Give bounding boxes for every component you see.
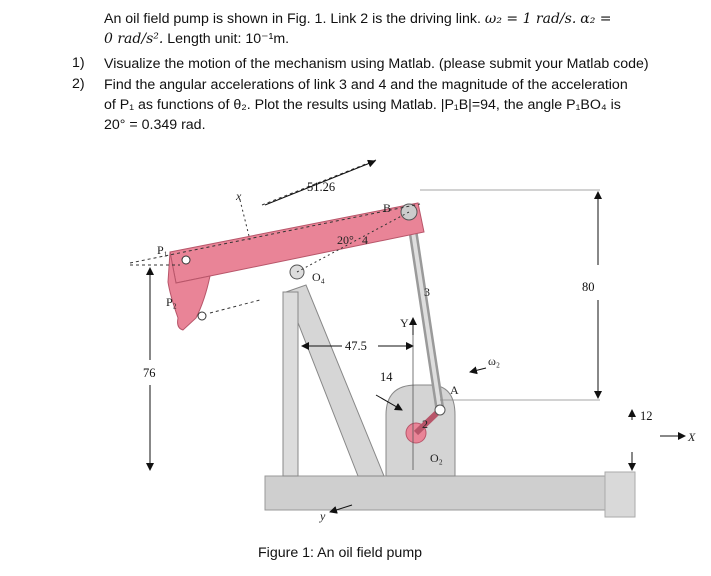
pivot-A <box>435 405 445 415</box>
question-2-line-2: of P₁ as functions of θ₂. Plot the results using Matlab. |P₁B|=94, the angle P₁BO₄ is <box>104 97 621 113</box>
question-1-text: Visualize the motion of the mechanism using Matlab. (please submit your Matlab code) <box>104 56 649 72</box>
question-number-2: 2) <box>72 76 85 92</box>
label-link-4: 4 <box>362 233 368 247</box>
question-2-line-3: 20° = 0.349 rad. <box>104 117 206 133</box>
label-47: 47.5 <box>345 339 367 353</box>
label-A: A <box>450 383 459 397</box>
alpha2-label: α₂ = <box>580 11 612 27</box>
label-B: B <box>383 201 392 215</box>
point-P2-marker <box>198 312 206 320</box>
x-small-axis-line <box>240 200 250 240</box>
alpha2-value: 0 rad/s². <box>104 31 164 47</box>
omega2-value: ω₂ = 1 rad/s. <box>484 11 577 27</box>
label-omega2: ω₂ <box>488 354 501 368</box>
label-P1: P₁ <box>157 243 168 257</box>
base-block <box>605 472 635 517</box>
question-number-1: 1) <box>72 55 85 71</box>
label-link-3: 3 <box>424 285 430 299</box>
label-51: 51.26 <box>307 180 336 194</box>
label-P2: P₂ <box>166 295 177 309</box>
label-y-small: y <box>320 509 326 523</box>
length-unit: Length unit: 10⁻¹m. <box>167 31 290 47</box>
samson-post-left <box>283 292 298 476</box>
label-O4: O₄ <box>312 270 325 284</box>
figure-caption: Figure 1: An oil field pump <box>258 545 423 561</box>
label-link-2: 2 <box>422 417 428 431</box>
omega2-arrow <box>470 368 486 372</box>
label-Y: Y <box>400 316 409 330</box>
point-P1-marker <box>182 256 190 264</box>
label-angle-20: 20° <box>337 233 354 247</box>
samson-post-right <box>286 285 384 476</box>
pump-base <box>265 476 635 510</box>
label-14: 14 <box>380 370 393 384</box>
label-O2: O₂ <box>430 451 443 465</box>
question-2-line-1: Find the angular accelerations of link 3 and 4 and the magnitude of the acceleration <box>104 77 628 93</box>
p2-reference-line <box>210 300 260 313</box>
label-x-small: x <box>236 189 242 203</box>
label-12: 12 <box>640 409 653 423</box>
link-3-rod-highlight <box>410 212 440 410</box>
label-76: 76 <box>143 366 156 380</box>
label-X: X <box>688 430 696 444</box>
intro-text: An oil field pump is shown in Fig. 1. Link 2 is the driving link. <box>104 11 481 27</box>
label-80: 80 <box>582 280 595 294</box>
